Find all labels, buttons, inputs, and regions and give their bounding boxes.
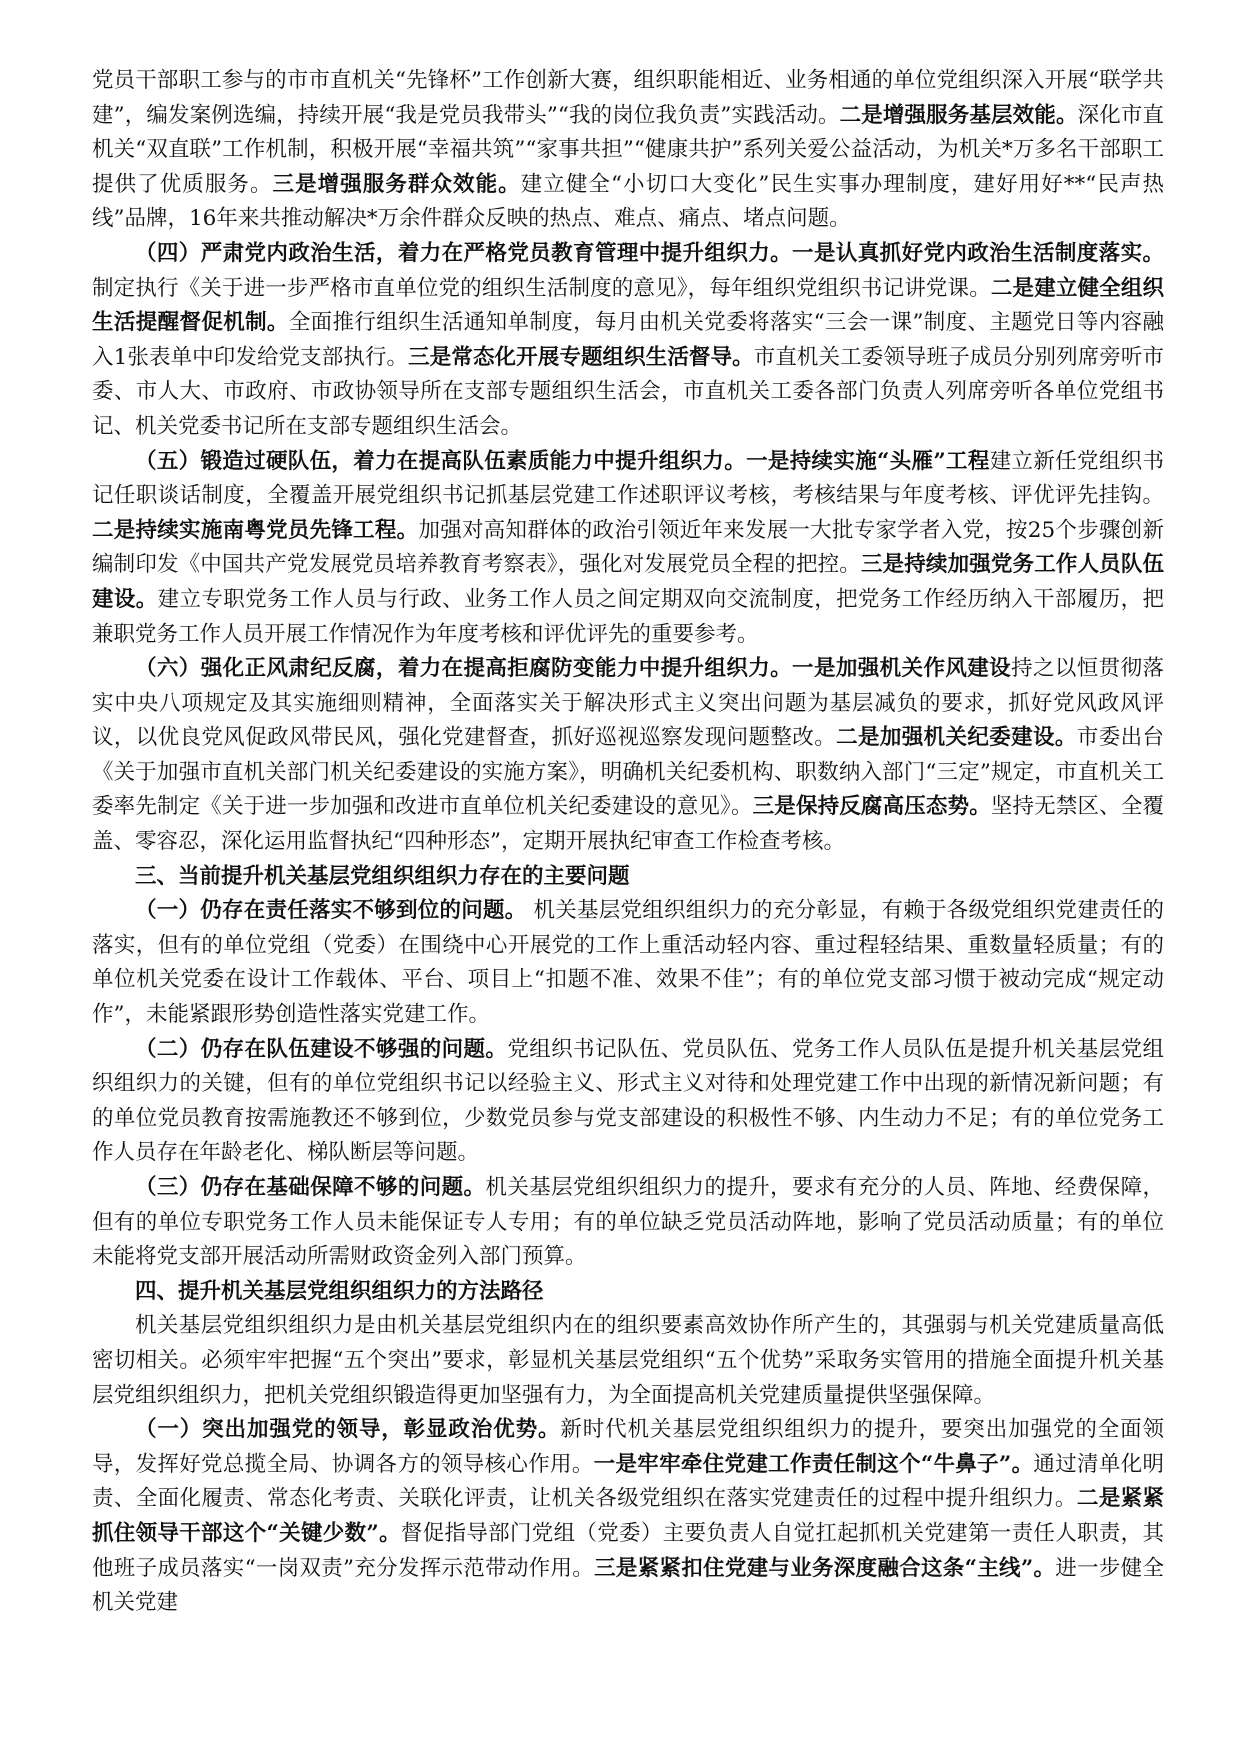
paragraph <box>92 64 1164 237</box>
text-run: 督促指导部门党组（党委）主要负责人自觉扛起抓机关党建第一责任人职责，其他班子成员落实“一岗双责”充分发挥示范带动作用。 <box>92 1520 1164 1581</box>
bold-run: 三是持续加强党务工作人员队伍建设。 <box>92 552 1164 612</box>
text-run: 市直机关工委领导班子成员分别列席旁听市委、市人大、市政府、市政协领导所在支部专题组织生活会，市直机关工委各部门负责人列席旁听各单位党组书记、机关党委书记所在支部专题组织生活会。 <box>92 344 1164 439</box>
bold-run: （四）严肃党内政治生活，着力在严格党员教育管理中提升组织力。一是认真抓好党内政治生活制度落实。 <box>135 240 1164 266</box>
text-run: 全面推行组织生活通知单制度，每月由机关党委将落实“三会一课”制度、主题党日等内容融入1张表单中印发给党支部执行。 <box>92 310 1164 370</box>
text-run: 坚持无禁区、全覆盖、零容忍，深化运用监督执纪“四种形态”，定期开展执纪审查工作检查考核。 <box>92 794 1164 855</box>
text-run: 机关基层党组织组织力的充分彰显，有赖于各级党组织党建责任的落实，但有的单位党组（党委）在围绕中心开展党的工作上重活动轻内容、重过程轻结果、重数量轻质量；有的单位机关党委在设计工作载体、平台、项目上“扣题不准、效果不佳”；有的单位党支部习惯于被动完成“规定动作”，未能紧跟形势创造性落实党建工作。 <box>92 898 1164 1028</box>
bold-run: （三）仍存在基础保障不够的问题。 <box>135 1175 486 1200</box>
paragraph <box>92 237 1164 445</box>
bold-run: 三是常态化开展专题组织生活督导。 <box>408 344 754 370</box>
bold-run: 二是持续实施南粤党员先锋工程。 <box>92 517 419 543</box>
text-run: 市委出台《关于加强市直机关部门机关纪委建设的实施方案》，明确机关纪委机构、职数纳入部门“三定”规定，市直机关工委率先制定《关于进一步加强和改进市直单位机关纪委建设的意见》。 <box>92 725 1164 820</box>
paragraph <box>92 1171 1164 1275</box>
bold-run: 二是加强机关纪委建设。 <box>836 725 1077 751</box>
text-run: 深化市直机关“双直联”工作机制，积极开展“幸福共筑”“家事共担”“健康共护”系列关爱公益活动，为机关*万多名干部职工提供了优质服务。 <box>92 102 1164 197</box>
document-body <box>92 64 1164 1621</box>
bold-run: （一）仍存在责任落实不够到位的问题。 <box>135 898 527 924</box>
paragraph <box>92 1413 1164 1621</box>
bold-run: 三、当前提升机关基层党组织组织力存在的主要问题 <box>135 863 630 889</box>
text-run: 制定执行《关于进一步严格市直单位党的组织生活制度的意见》，每年组织党组织书记讲党课。 <box>92 275 991 301</box>
text-run: 通过清单化明责、全面化履责、常态化考责、关联化评责，让机关各级党组织在落实党建责任的过程中提升组织力。 <box>92 1451 1164 1512</box>
text-run: 新时代机关基层党组织组织力的提升，要突出加强党的全面领导，发挥好党总揽全局、协调各方的领导核心作用。 <box>92 1417 1164 1477</box>
bold-run: 一是牢牢牵住党建工作责任制这个“牛鼻子”。 <box>593 1451 1034 1477</box>
text-run: 建立新任党组织书记任职谈话制度，全覆盖开展党组织书记抓基层党建工作述职评议考核，考核结果与年度考核、评优评先挂钩。 <box>92 448 1164 509</box>
bold-run: 二是建立健全组织生活提醒督促机制。 <box>92 275 1164 336</box>
paragraph <box>92 445 1164 653</box>
paragraph <box>92 1309 1164 1413</box>
paragraph <box>92 652 1164 860</box>
bold-run: （五）锻造过硬队伍，着力在提高队伍素质能力中提升组织力。一是持续实施“头雁”工程 <box>135 448 990 474</box>
paragraph <box>92 1275 1164 1310</box>
text-run: 建立健全“小切口大变化”民生实事办理制度，建好用好**“民声热线”品牌，16年来共推动解决*万余件群众反映的热点、难点、痛点、堵点问题。 <box>92 171 1164 232</box>
bold-run: 二是紧紧抓住领导干部这个“关键少数”。 <box>92 1486 1164 1546</box>
text-run: 加强对高知群体的政治引领近年来发展一大批专家学者入党，按25个步骤创新编制印发《中国共产党发展党员培养教育考察表》，强化对发展党员全程的把控。 <box>92 517 1164 578</box>
bold-run: 三是保持反腐高压态势。 <box>752 794 991 820</box>
text-run: 党员干部职工参与的市市直机关“先锋杯”工作创新大赛，组织职能相近、业务相通的单位党组织深入开展“联学共建”，编发案例选编，持续开展“我是党员我带头”“我的岗位我负责”实践活动。 <box>92 68 1164 128</box>
paragraph <box>92 1033 1164 1171</box>
paragraph <box>92 860 1164 895</box>
bold-run: 三是紧紧扣住党建与业务深度融合这条“主线”。 <box>594 1555 1056 1581</box>
text-run: 机关基层党组织组织力的提升，要求有充分的人员、阵地、经费保障，但有的单位专职党务工作人员未能保证专人专用；有的单位缺乏党员活动阵地，影响了党员活动质量；有的单位未能将党支部开展活动所需财政资金列入部门预算。 <box>92 1175 1164 1270</box>
text-run: 机关基层党组织组织力是由机关基层党组织内在的组织要素高效协作所产生的，其强弱与机关党建质量高低密切相关。必须牢牢把握“五个突出”要求，彰显机关基层党组织“五个优势”采取务实管用的措施全面提升机关基层党组织组织力，把机关党组织锻造得更加坚强有力，为全面提高机关党建质量提供坚强保障。 <box>92 1313 1164 1408</box>
bold-run: （二）仍存在队伍建设不够强的问题。 <box>135 1036 508 1062</box>
bold-run: 三是增强服务群众效能。 <box>272 171 521 197</box>
bold-run: 四、提升机关基层党组织组织力的方法路径 <box>135 1278 544 1304</box>
paragraph <box>92 894 1164 1032</box>
text-run: 建立专职党务工作人员与行政、业务工作人员之间定期双向交流制度，把党务工作经历纳入干部履历，把兼职党务工作人员开展工作情况作为年度考核和评优评先的重要参考。 <box>92 586 1164 647</box>
bold-run: （一）突出加强党的领导，彰显政治优势。 <box>135 1417 561 1443</box>
text-run: 党组织书记队伍、党员队伍、党务工作人员队伍是提升机关基层党组织组织力的关键，但有的单位党组织书记以经验主义、形式主义对待和处理党建工作中出现的新情况新问题；有的单位党员教育按需施教还不够到位，少数党员参与党支部建设的积极性不够、内生动力不足；有的单位党务工作人员存在年龄老化、梯队断层等问题。 <box>92 1036 1164 1166</box>
text-run: 持之以恒贯彻落实中央八项规定及其实施细则精神，全面落实关于解决形式主义突出问题为基层减负的要求，抓好党风政风评议，以优良党风促政风带民风，强化党建督查，抓好巡视巡察发现问题整改。 <box>92 656 1164 751</box>
text-run: 进一步健全机关党建 <box>92 1555 1164 1616</box>
bold-run: 二是增强服务基层效能。 <box>839 102 1078 128</box>
bold-run: （六）强化正风肃纪反腐，着力在提高拒腐防变能力中提升组织力。一是加强机关作风建设 <box>135 656 1012 682</box>
